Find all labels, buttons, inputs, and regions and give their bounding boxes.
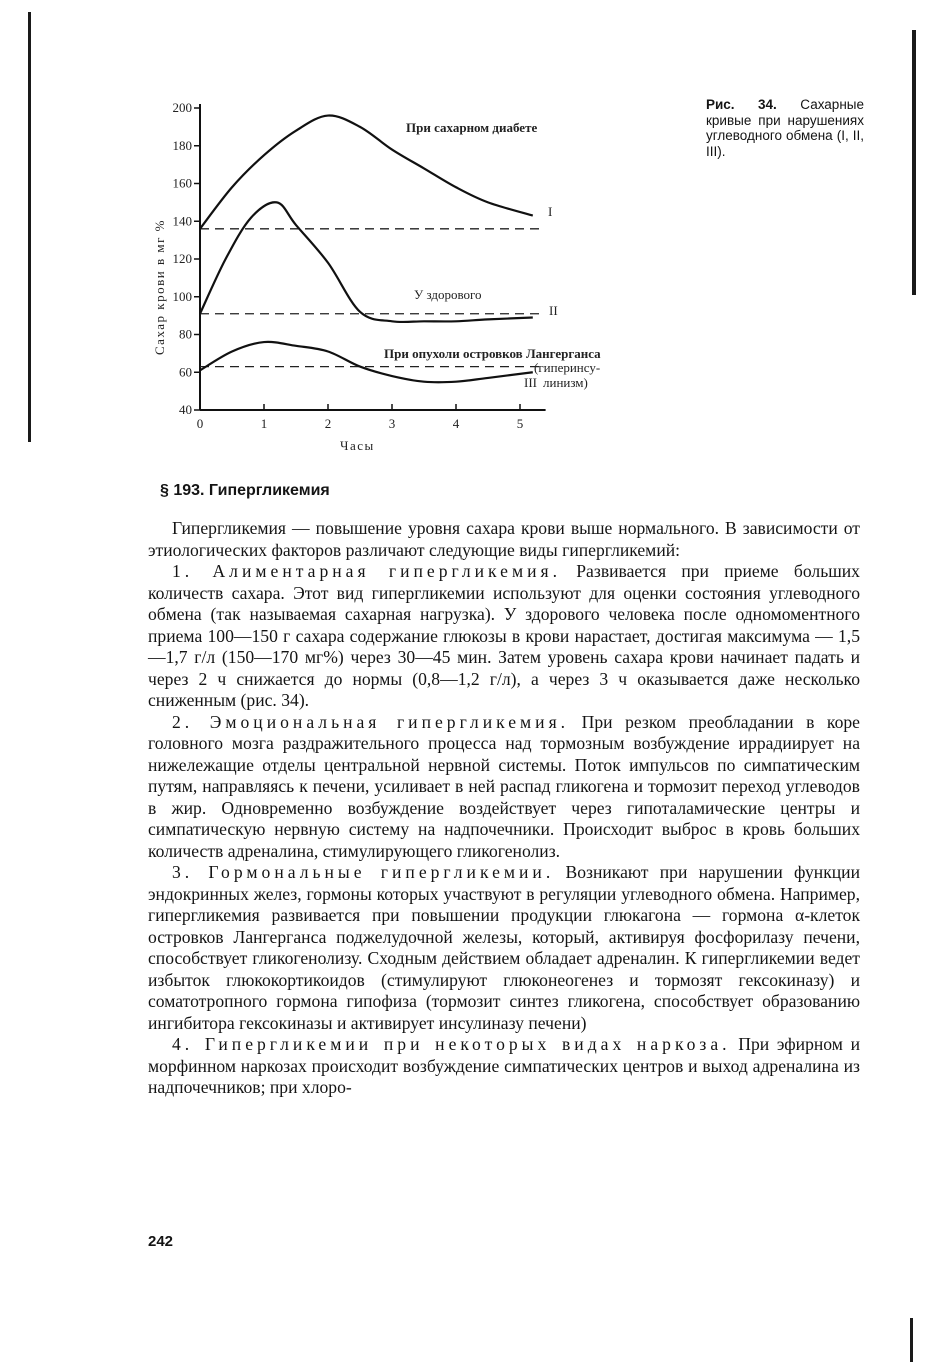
- figure-caption: [706, 97, 864, 159]
- y-tick-label: 180: [172, 137, 192, 153]
- paragraph-hormonal: [148, 862, 860, 1034]
- scan-edge-mark: [28, 12, 31, 442]
- y-tick-label: 60: [179, 364, 192, 380]
- caption-label: Рис. 34.: [706, 97, 777, 112]
- curve-label-tumor: При опухоли островков Лангерганса: [384, 346, 601, 361]
- paragraph-text: При резком преобладании в коре головного мозга раздражительного процесса над тормозным возбуждение иррадиирует на нижележащие отделы центральной нервной системы. Поток импульсов по симпатическим путям, направляясь к печени, усиливает в ней распад гликогена и тормозит переход углеводов в жир. Одновременно возбуждение воздействует через гипоталамические центры и симпатическую нервную систему на надпочечники. Происходит выброс в кровь больших количеств адреналина, стимулирующего гликогенолиз.: [148, 711, 860, 861]
- x-tick-label: 2: [324, 416, 332, 431]
- scan-edge-mark: [910, 1318, 913, 1362]
- y-tick-label: 120: [172, 251, 192, 266]
- x-tick-label: 4: [452, 416, 460, 431]
- paragraph-text: Возникают при нарушении функции эндокринных желез, гормоны которых участвуют в регуляции углеводного обмена. Например, гипергликемия развивается при повышении продукции глюкагона — гормона α-клеток островков Лангерганса поджелудочной железы, который, активируя фосфорилазу печени, способствует гликогенолизу. Сходным действием обладает адреналин. К гипергликемии ведет избыток глюкокортикоидов (стимулируют глюконеогенез и тормозят гексокиназу) и соматотропного гормона гипофиза (тормозит синтез гликогена, способствует образованию ингибитора гексокиназы и активирует инсулиназу печени): [148, 862, 860, 1033]
- x-tick-label: 3: [388, 416, 396, 431]
- caption-text: Сахарные кривые при нарушениях углеводного обмена (I, II, III).: [706, 97, 864, 159]
- roman-label-I: I: [548, 204, 553, 219]
- x-tick-label: 5: [516, 416, 524, 431]
- curve-series-2: [200, 202, 533, 322]
- roman-label-III: III: [524, 375, 537, 390]
- y-tick-label: 80: [179, 326, 192, 342]
- sugar-curves-chart: [130, 90, 690, 460]
- y-axis-title: Сахар крови в мг %: [152, 219, 167, 355]
- y-tick-label: 40: [179, 402, 192, 417]
- paragraph-alimentary: [148, 561, 860, 712]
- curve-label-tumor-note: линизм): [543, 375, 588, 390]
- section-heading: § 193. Гипергликемия: [160, 482, 330, 499]
- curve-label-diabetes: При сахарном диабете: [406, 120, 538, 135]
- x-tick-label: 0: [196, 416, 204, 431]
- term-anesthesia: 4. Гипергликемии при некоторых видах наркоза.: [172, 1034, 731, 1054]
- body-text: [148, 518, 860, 1099]
- paragraph-emotional: [148, 712, 860, 863]
- roman-label-II: II: [549, 303, 558, 318]
- scan-edge-mark: [912, 30, 916, 295]
- term-hormonal: 3. Гормональные гипергликемии.: [172, 862, 555, 882]
- paragraph-text: При эфирном и морфинном наркозах происходит возбуждение симпатических центров и выход адреналина из надпочечников; при хлоро-: [148, 1034, 860, 1097]
- x-tick-label: 1: [260, 416, 268, 431]
- paragraph-anesthesia: [148, 1034, 860, 1099]
- curve-label-healthy: У здорового: [414, 287, 482, 302]
- y-tick-label: 100: [172, 288, 192, 304]
- paragraph-text: Развивается при приеме больших количеств сахара. Этот вид гипергликемии используют для оценки состояния углеводного обмена (так называемая сахарная нагрузка). У здорового человека после одномоментного приема 100—150 г сахара содержание глюкозы в крови нарастает, достигая максимума — 1,5—1,7 г/л (150—170 мг%) через 30—45 мин. Затем уровень сахара крови начинает падать и через 2 ч снижается до нормы (0,8—1,2 г/л), а через 3 ч оказывается даже несколько сниженным (рис. 34).: [148, 561, 860, 710]
- page-number: 242: [148, 1233, 174, 1250]
- x-axis-title: Часы: [340, 438, 375, 453]
- term-emotional: 2. Эмоциональная гипергликемия.: [172, 711, 570, 732]
- y-tick-label: 140: [172, 213, 192, 229]
- curve-label-tumor-note: (гиперинсу-: [534, 360, 601, 375]
- y-tick-label: 160: [172, 175, 192, 191]
- sugar-curves-figure: [130, 90, 690, 460]
- paragraph-intro: Гипергликемия — повышение уровня сахара крови выше нормального. В зависимости от этиологических факторов различают следующие виды гипергликемий:: [148, 518, 860, 560]
- y-tick-label: 200: [172, 100, 192, 115]
- term-alimentary: 1. Алиментарная гипергликемия.: [172, 561, 561, 581]
